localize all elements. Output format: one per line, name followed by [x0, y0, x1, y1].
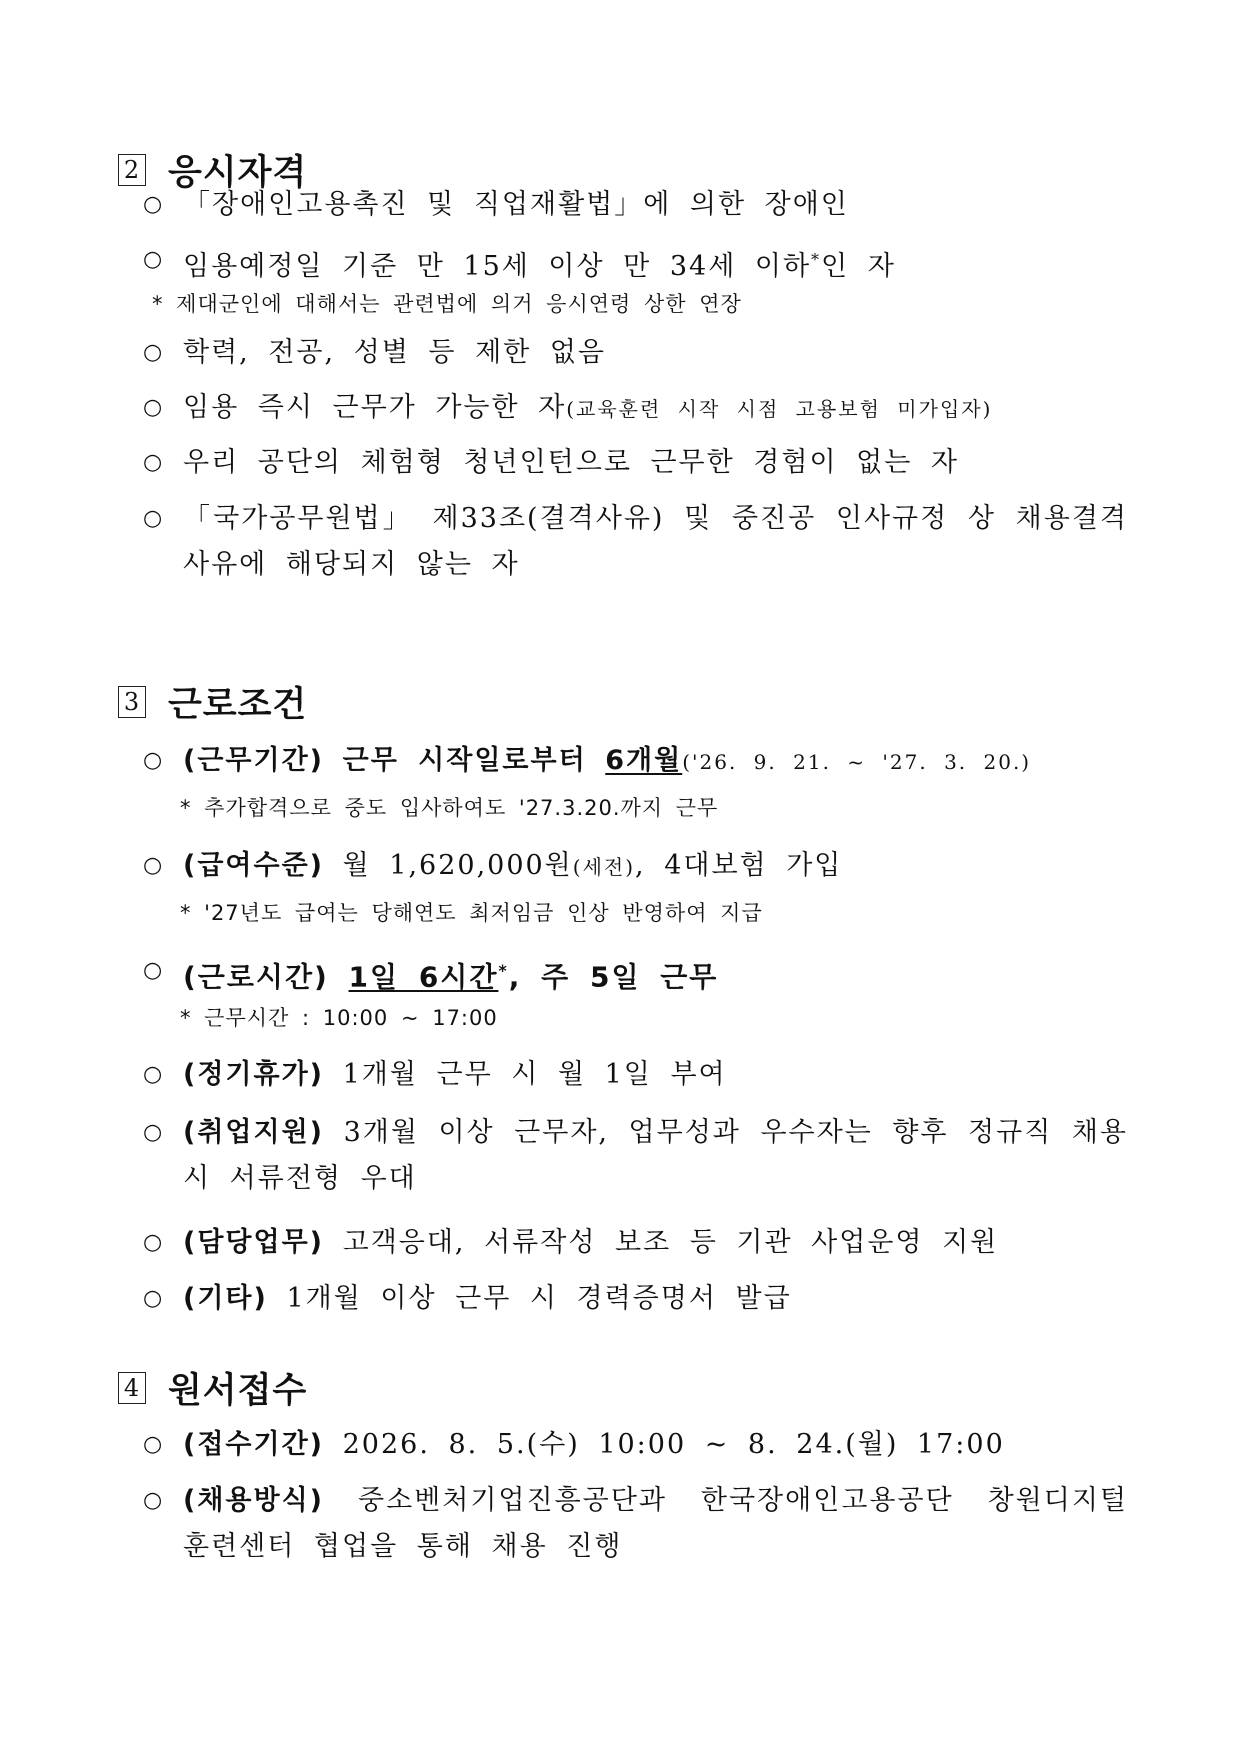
section-number: 2: [118, 154, 146, 186]
item-label: (근로시간): [183, 960, 329, 994]
item-text: 「장애인고용촉진 및 직업재활법」에 의한 장애인: [183, 189, 849, 220]
item-emphasis: 6개월: [605, 745, 683, 776]
item-text: 학력, 전공, 성별 등 제한 없음: [183, 337, 606, 368]
item-text: 1개월 이상 근무 시 경력증명서 발급: [286, 1283, 792, 1314]
item-label: (채용방식): [183, 1485, 325, 1516]
item-text: 3개월 이상 근무자, 업무성과 우수자는 향후 정규직 채용 시 서류전형 우대: [183, 1117, 1128, 1194]
item-paren: ('26. 9. 21. ~ '27. 3. 20.): [682, 750, 1032, 774]
section-heading-application: [118, 1363, 307, 1413]
item-text: 중소벤처기업진흥공단과 한국장애인고용공단 창원디지털 훈련센터 협업을 통해 채용 진행: [183, 1485, 1128, 1562]
section-number: 3: [118, 686, 146, 718]
item-label: (접수기간): [183, 1429, 325, 1460]
bullet-circle-icon: ○: [143, 506, 165, 531]
item-label: (급여수준): [183, 850, 325, 881]
list-item: [143, 182, 1128, 228]
section-title: 원서접수: [168, 1371, 308, 1411]
item-label: (기타): [183, 1283, 268, 1314]
bullet-circle-icon: ○: [143, 395, 165, 420]
item-text: 1개월 근무 시 월 1일 부여: [342, 1059, 727, 1090]
bullet-circle-icon: ○: [143, 958, 165, 983]
item-label: (취업지원): [183, 1117, 325, 1148]
bullet-circle-icon: ○: [143, 1488, 165, 1513]
item-text: 우리 공단의 체험형 청년인턴으로 근무한 경험이 없는 자: [183, 447, 959, 478]
list-item: [143, 385, 1128, 432]
list-item: [143, 948, 1128, 1000]
section-title: 근로조건: [168, 685, 308, 725]
list-item: [143, 738, 1128, 785]
section-title: 응시자격: [168, 153, 308, 193]
item-paren: (교육훈련 시작 시점 고용보험 미가입자): [566, 397, 993, 421]
footnote: * 추가합격으로 중도 입사하여도 '27.3.20.까지 근무: [180, 796, 719, 820]
bullet-circle-icon: ○: [143, 1062, 165, 1087]
section-number: 4: [118, 1372, 146, 1404]
bullet-circle-icon: ○: [143, 340, 165, 365]
item-text: 2026. 8. 5.(수) 10:00 ~ 8. 24.(월) 17:00: [342, 1429, 1005, 1460]
item-text: 임용예정일 기준 만 15세 이상 만 34세 이하: [183, 251, 812, 282]
item-text: , 주 5일 근무: [508, 960, 719, 994]
section-heading-working-conditions: [118, 677, 307, 727]
item-label: (근무기간): [183, 745, 325, 776]
footnote: * '27년도 급여는 당해연도 최저임금 인상 반영하여 지급: [180, 901, 763, 925]
list-item: [143, 1478, 1128, 1570]
item-text: 「국가공무원법」 제33조(결격사유) 및 중진공 인사규정 상 채용결격 사유에 해당되지 않는 자: [183, 503, 1128, 580]
footnote-mark: *: [498, 961, 509, 980]
bullet-circle-icon: ○: [143, 450, 165, 475]
item-paren: (세전): [572, 855, 636, 879]
list-item: [143, 1276, 1128, 1322]
item-text: 월 1,620,000원: [342, 850, 573, 881]
footnote-mark: *: [811, 250, 822, 269]
list-item: [143, 1110, 1128, 1202]
list-item: [143, 1220, 1128, 1266]
bullet-circle-icon: ○: [143, 853, 165, 878]
item-text: 고객응대, 서류작성 보조 등 기관 사업운영 지원: [342, 1227, 999, 1258]
list-item: [143, 440, 1128, 486]
footnote: * 제대군인에 대해서는 관련법에 의거 응시연령 상한 연장: [152, 292, 742, 316]
bullet-circle-icon: ○: [143, 1286, 165, 1311]
list-item: [143, 1052, 1128, 1098]
footnote: * 근무시간 : 10:00 ~ 17:00: [180, 1006, 498, 1030]
list-item: [143, 496, 1128, 588]
item-text: 근무 시작일로부터: [342, 745, 587, 776]
bullet-circle-icon: ○: [143, 1120, 165, 1145]
bullet-circle-icon: ○: [143, 1432, 165, 1457]
bullet-circle-icon: ○: [143, 247, 165, 272]
bullet-circle-icon: ○: [143, 192, 165, 217]
list-item: [143, 1422, 1128, 1468]
list-item: [143, 237, 1128, 290]
item-text: 임용 즉시 근무가 가능한 자: [183, 392, 567, 423]
item-text: 인 자: [821, 251, 896, 282]
item-emphasis: 1일 6시간: [348, 960, 499, 994]
item-text: , 4대보험 가입: [635, 850, 843, 881]
item-label: (정기휴가): [183, 1059, 325, 1090]
bullet-circle-icon: ○: [143, 1230, 165, 1255]
bullet-circle-icon: ○: [143, 748, 165, 773]
item-label: (담당업무): [183, 1227, 325, 1258]
list-item: [143, 843, 1128, 890]
list-item: [143, 330, 1128, 376]
